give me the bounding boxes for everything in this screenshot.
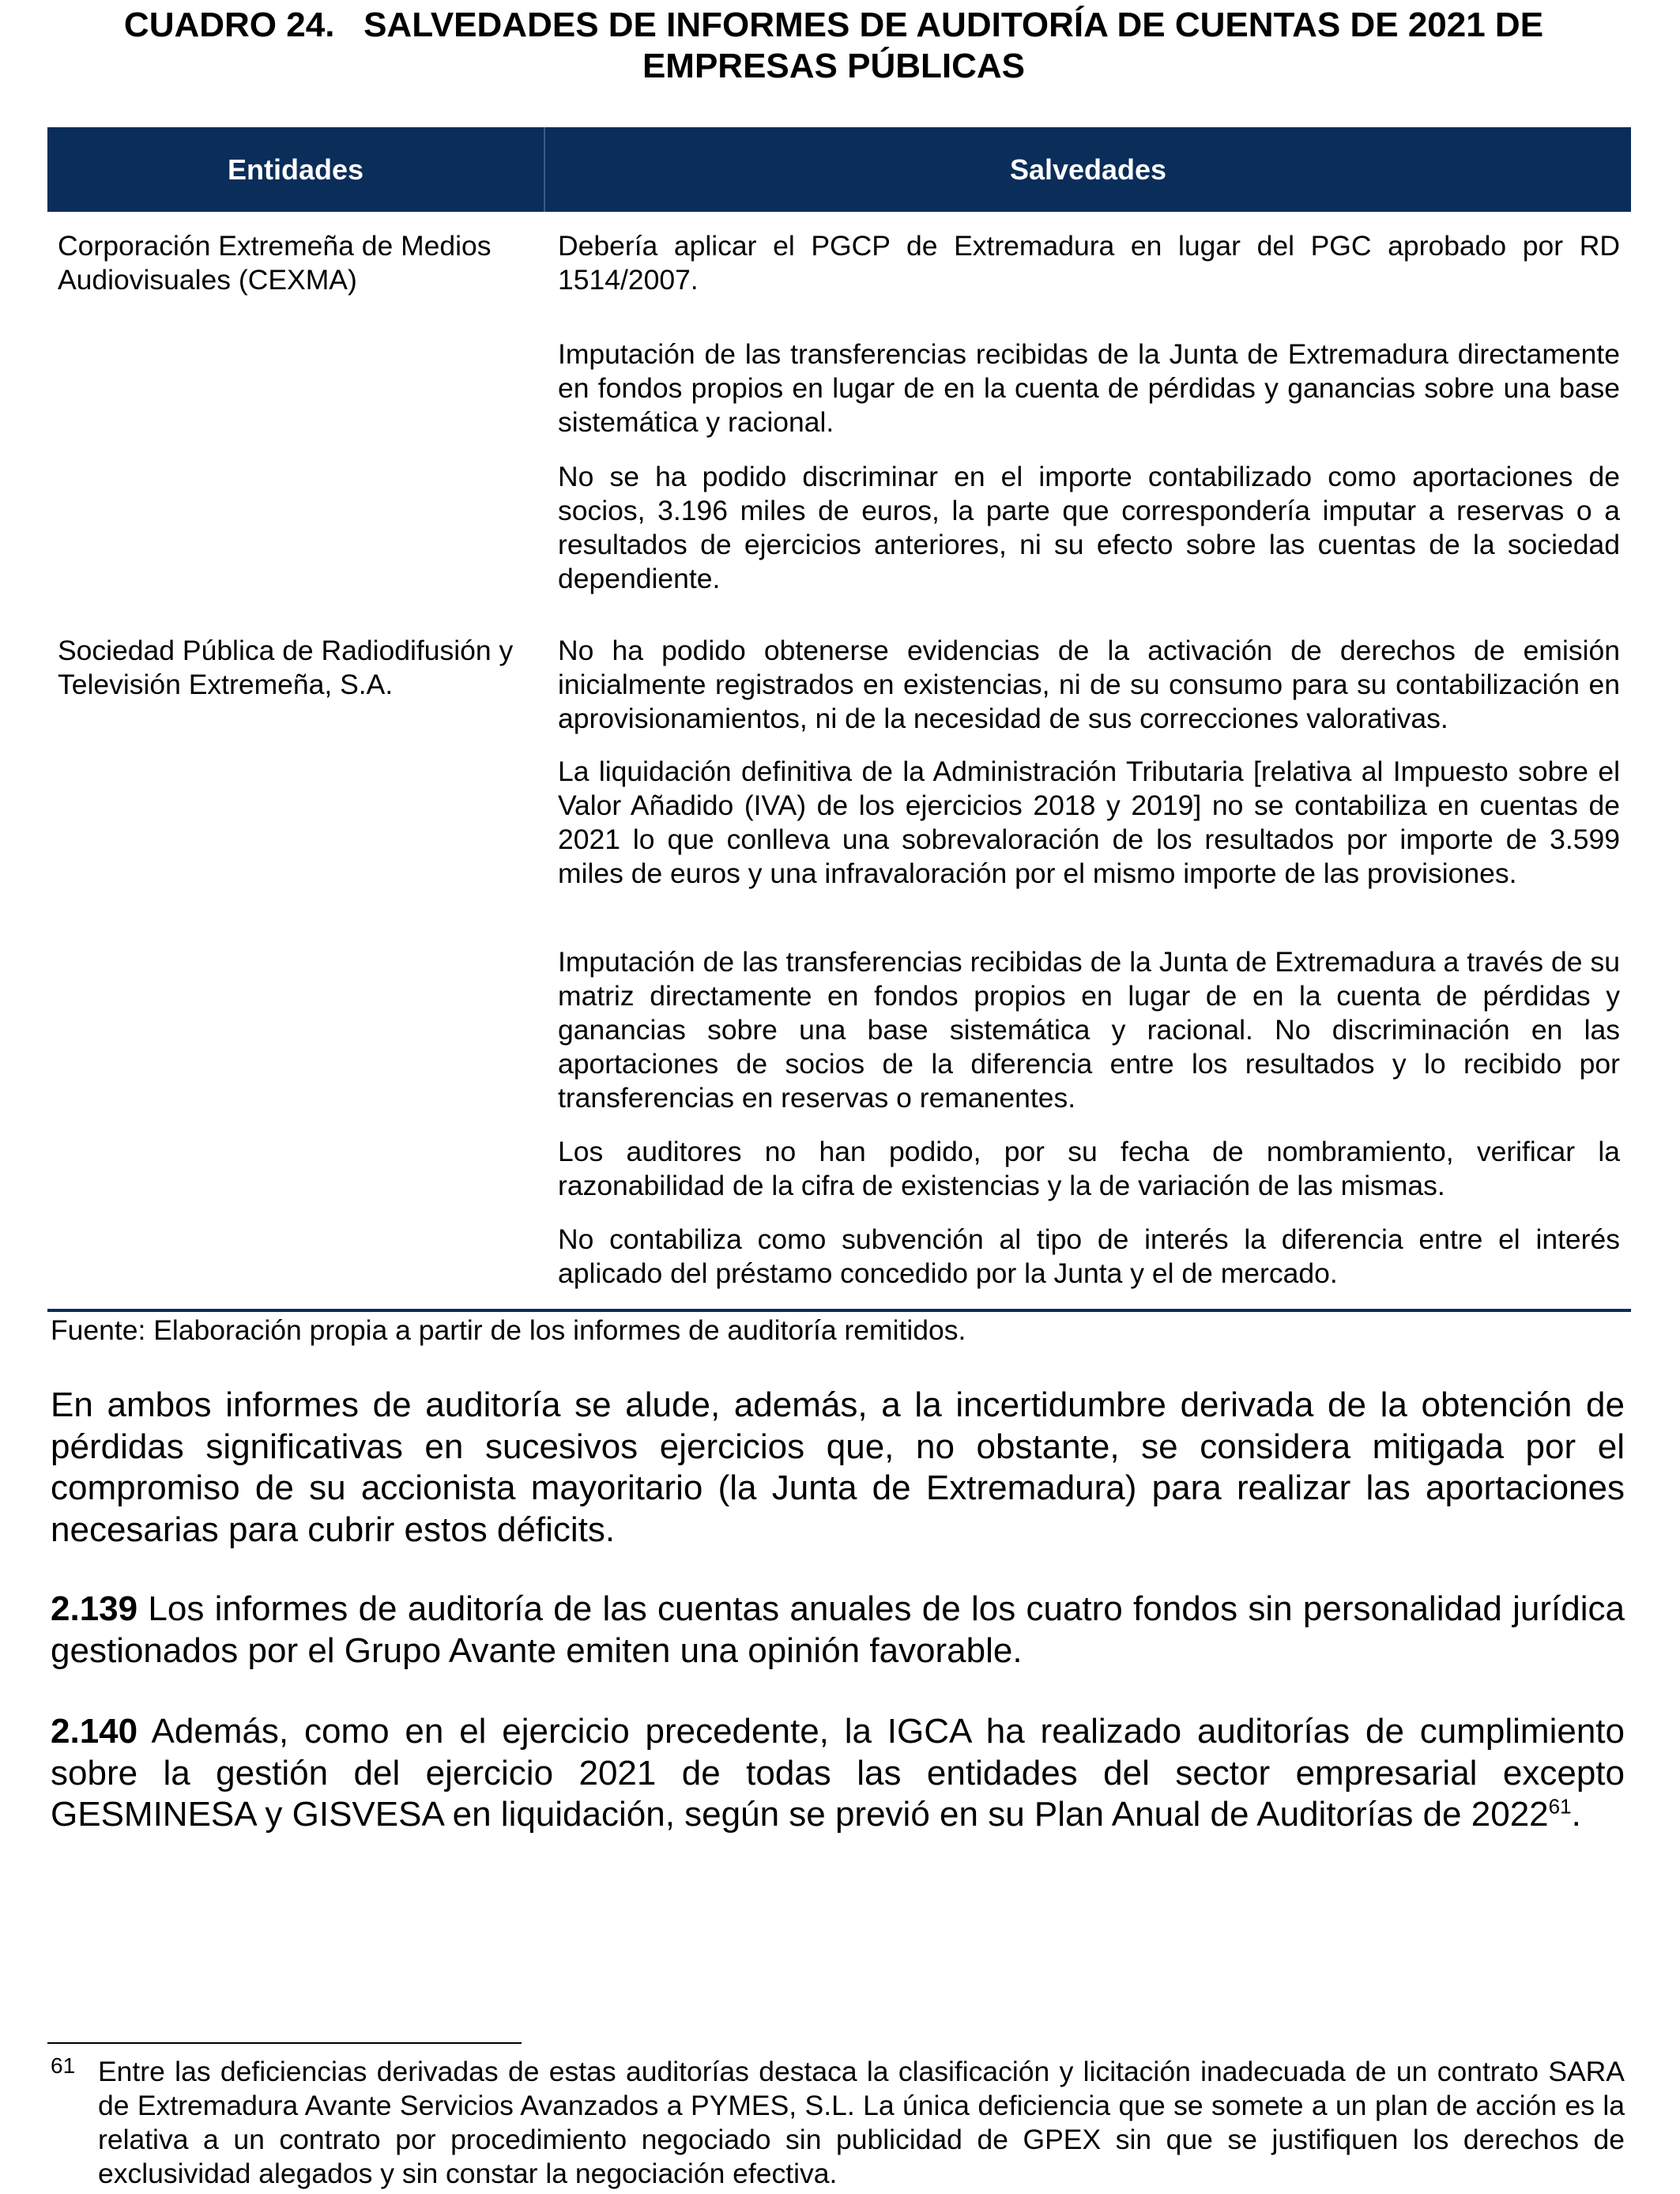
footnote-reference[interactable]: 61 xyxy=(1548,1794,1572,1819)
row-2-salvedad-4 xyxy=(558,1135,1620,1203)
paragraph-number: 2.139 xyxy=(51,1589,138,1628)
footnote-separator xyxy=(47,2042,522,2044)
salvedad-text: No ha podido obtenerse evidencias de la activación de derechos de emisión inicialmente registrados en existencias, ni de su consumo para su contabilización en aprovisionamientos, ni de la necesidad de sus correcciones valorativas. xyxy=(558,635,1620,734)
table-header xyxy=(47,127,1631,212)
row-2-salvedad-5 xyxy=(558,1223,1620,1291)
row-1-entity: Corporación Extremeña de Medios Audiovisuales (CEXMA) xyxy=(58,230,492,296)
paragraph-number: 2.140 xyxy=(51,1712,138,1751)
salvedad-text: Imputación de las transferencias recibidas de la Junta de Extremadura directamente en fondos propios en lugar de en la cuenta de pérdidas y ganancias sobre una base sistemática y racional. xyxy=(558,338,1620,438)
row-1-salvedad-2 xyxy=(558,337,1620,439)
table-title-line-1: CUADRO 24. SALVEDADES DE INFORMES DE AUDITORÍA DE CUENTAS DE 2021 DE xyxy=(123,6,1544,44)
paragraph-text: Los informes de auditoría de las cuentas anuales de los cuatro fondos sin personalidad jurídica gestionados por el Grupo Avante emiten una opinión favorable. xyxy=(51,1589,1625,1670)
column-header-salvedades: Salvedades xyxy=(1009,153,1167,186)
table-title xyxy=(47,5,1620,87)
salvedad-text: Los auditores no han podido, por su fecha de nombramiento, verificar la razonabilidad de la cifra de existencias y la de variación de las mismas. xyxy=(558,1136,1620,1201)
footnote-number: 61 xyxy=(51,2053,76,2078)
salvedad-text: La liquidación definitiva de la Administración Tributaria [relativa al Impuesto sobre el Valor Añadido (IVA) de los ejercicios 2018 y 2019] no se contabiliza en cuentas de 2021 lo que conlleva una sobrevaloración de los resultados por importe de 3.599 miles de euros y una infravaloración por el mismo importe de las provisiones. xyxy=(558,756,1620,889)
row-1-salvedad-3 xyxy=(558,460,1620,596)
salvedad-text: Imputación de las transferencias recibidas de la Junta de Extremadura a través de su matriz directamente en fondos propios en lugar de en la cuenta de pérdidas y ganancias sobre una base sistemática y racional. No discriminación en las aportaciones de socios de la diferencia entre los resultados y lo recibido por transferencias en reservas o remanentes. xyxy=(558,946,1620,1114)
row-2-salvedad-2 xyxy=(558,755,1620,891)
row-2-salvedad-3 xyxy=(558,945,1620,1115)
paragraph-incertidumbre: En ambos informes de auditoría se alude, además, a la incertidumbre derivada de la obtención de pérdidas significativas en sucesivos ejercicios que, no obstante, se considera mitigada por el compromiso de su accionista mayoritario (la Junta de Extremadura) para realizar las aportaciones necesarias para cubrir estos déficits. xyxy=(51,1385,1625,1549)
paragraph-2-139 xyxy=(51,1589,1625,1672)
table-title-line-2: EMPRESAS PÚBLICAS xyxy=(642,47,1026,85)
table-bottom-rule xyxy=(47,1309,1631,1312)
table-source-note: Fuente: Elaboración propia a partir de los informes de auditoría remitidos. xyxy=(51,1314,966,1346)
row-2-salvedad-1 xyxy=(558,634,1620,736)
paragraph-text: Además, como en el ejercicio precedente, la IGCA ha realizado auditorías de cumplimiento sobre la gestión del ejercicio 2021 de todas las entidades del sector empresarial excepto GESMINESA y GISVESA en liquidación, según se previó en su Plan Anual de Auditorías de 2022 xyxy=(51,1712,1625,1834)
paragraph-end: . xyxy=(1571,1795,1581,1834)
footnote-text: Entre las deficiencias derivadas de estas auditorías destaca la clasificación y licitación inadecuada de un contrato SARA de Extremadura Avante Servicios Avanzados a PYMES, S.L. La única deficiencia que se somete a un plan de acción es la relativa a un contrato por procedimiento negociado sin publicidad de GPEX sin que se justifiquen los derechos de exclusividad alegados y sin constar la negociación efectiva. xyxy=(98,2056,1625,2189)
salvedad-text: No se ha podido discriminar en el importe contabilizado como aportaciones de socios, 3.196 miles de euros, la parte que correspondería imputar a reservas o a resultados de ejercicios anteriores, ni su efecto sobre las cuentas de la sociedad dependiente. xyxy=(558,461,1620,594)
salvedad-text: No contabiliza como subvención al tipo de interés la diferencia entre el interés aplicado del préstamo concedido por la Junta y el de mercado. xyxy=(558,1223,1620,1289)
column-header-entidades: Entidades xyxy=(227,153,364,186)
paragraph-2-140 xyxy=(51,1711,1625,1836)
row-2-entity: Sociedad Pública de Radiodifusión y Televisión Extremeña, S.A. xyxy=(58,635,514,700)
salvedad-text: Debería aplicar el PGCP de Extremadura en lugar del PGC aprobado por RD 1514/2007. xyxy=(558,230,1620,296)
row-1-salvedad-1 xyxy=(558,229,1620,297)
